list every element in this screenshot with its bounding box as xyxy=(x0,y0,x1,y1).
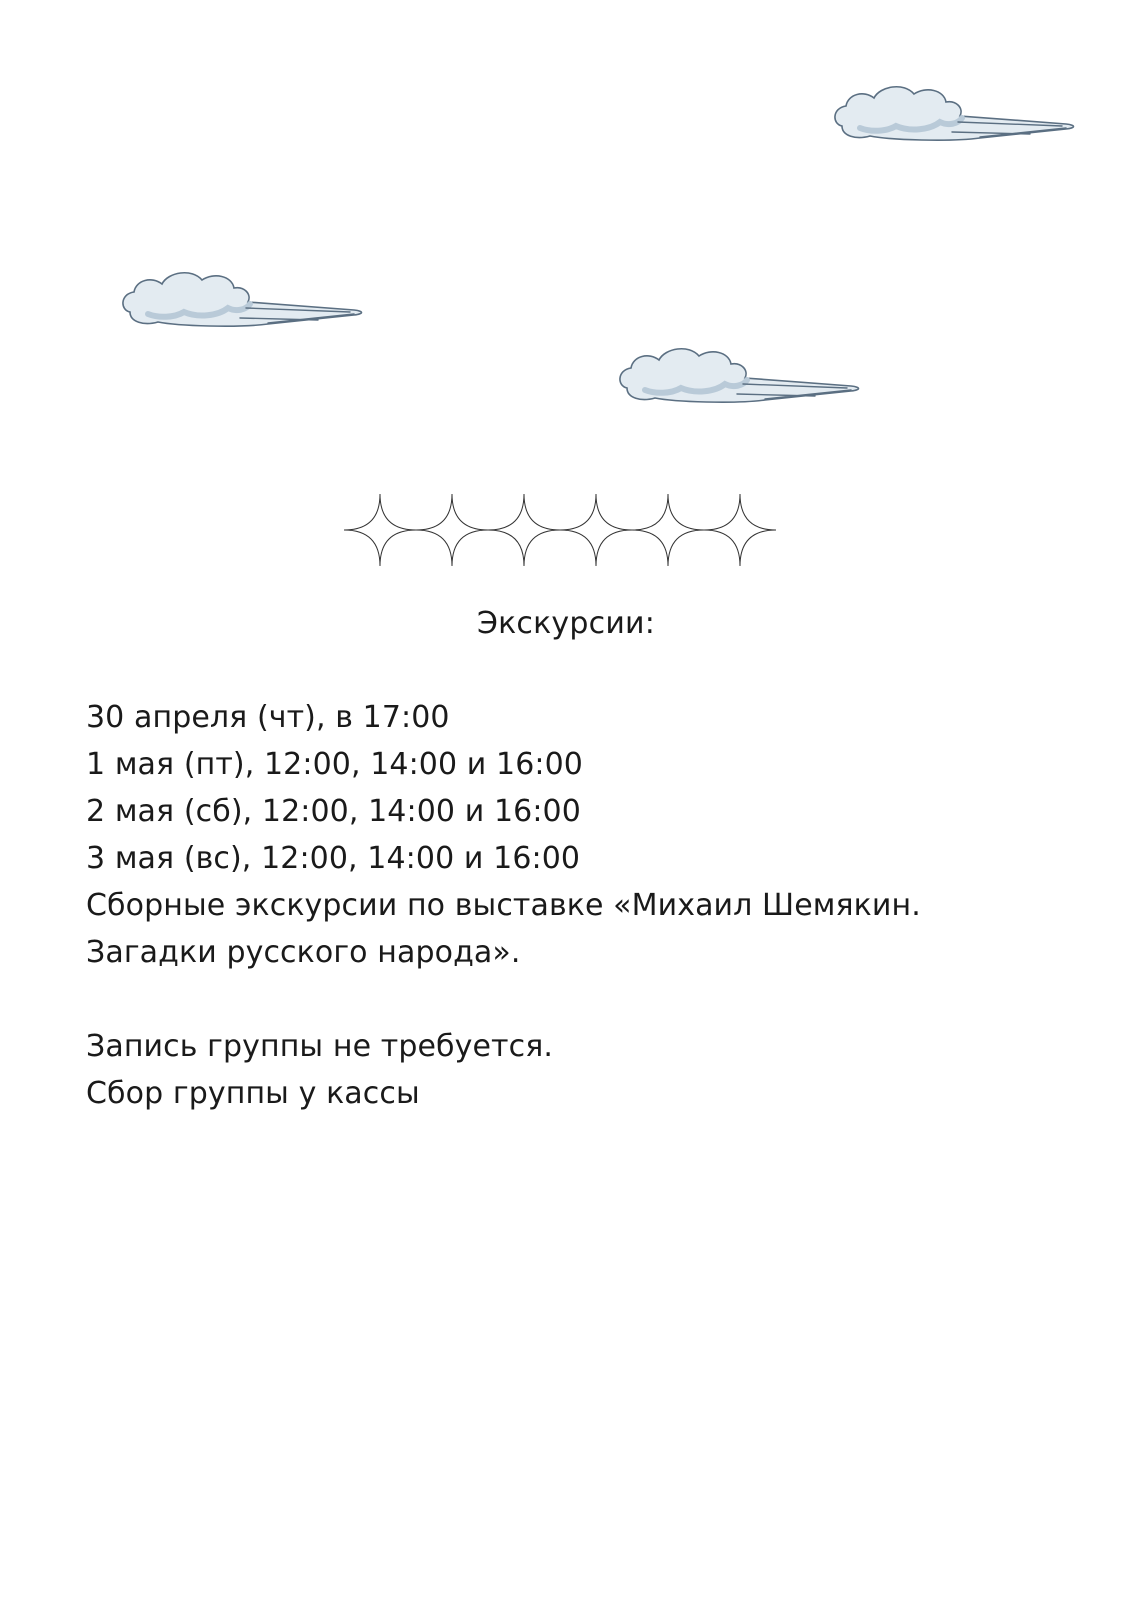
schedule-line: 1 мая (пт), 12:00, 14:00 и 16:00 xyxy=(86,747,583,782)
excursion-info xyxy=(86,694,1066,1117)
four-point-star-icon xyxy=(704,494,776,566)
four-point-star-icon xyxy=(344,494,416,566)
star-chain-icon xyxy=(340,490,780,570)
cloud-icon xyxy=(118,264,368,342)
schedule-line: 3 мая (вс), 12:00, 14:00 и 16:00 xyxy=(86,841,581,876)
schedule-line: 2 мая (сб), 12:00, 14:00 и 16:00 xyxy=(86,794,581,829)
four-point-star-icon xyxy=(488,494,560,566)
description-line: Сборные экскурсии по выставке «Михаил Шемякин. xyxy=(86,888,921,923)
star-chain-ornament xyxy=(340,490,780,570)
cloud-drawing xyxy=(118,264,368,342)
note-line: Запись группы не требуется. xyxy=(86,1029,553,1064)
description-line: Загадки русского народа». xyxy=(86,935,521,970)
cloud-drawing xyxy=(615,340,865,418)
four-point-star-icon xyxy=(560,494,632,566)
page-title: Экскурсии: xyxy=(476,606,656,641)
four-point-star-icon xyxy=(416,494,488,566)
cloud-icon xyxy=(830,78,1080,156)
paragraph-gap xyxy=(86,976,1066,1023)
note-line: Сбор группы у кассы xyxy=(86,1076,420,1111)
four-point-star-icon xyxy=(632,494,704,566)
cloud-icon xyxy=(615,340,865,418)
schedule-line: 30 апреля (чт), в 17:00 xyxy=(86,700,450,735)
cloud-drawing xyxy=(830,78,1080,156)
